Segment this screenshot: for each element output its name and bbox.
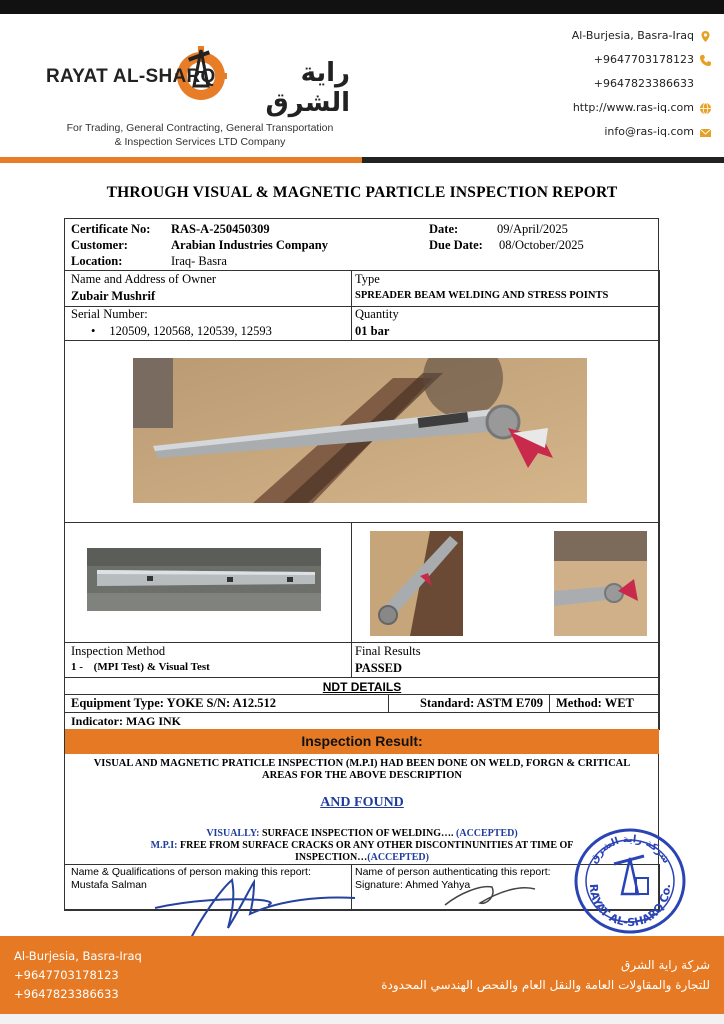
standard-value: Standard: ASTM E709 (420, 696, 543, 710)
type-label: Type (355, 272, 380, 286)
indicator-value: Indicator: MAG INK (71, 714, 181, 728)
quantity-label: Quantity (355, 307, 399, 321)
method-value-line (71, 661, 210, 673)
owner-label: Name and Address of Owner (71, 272, 217, 286)
type-value: SPREADER BEAM WELDING AND STRESS POINTS (355, 290, 609, 301)
due-date-label: Due Date: (429, 238, 483, 252)
globe-icon (699, 102, 712, 115)
final-result-value: PASSED (355, 661, 403, 675)
contact-phone-2: +9647823386633 (593, 77, 694, 90)
and-found: AND FOUND (320, 795, 404, 810)
visually-accepted: (ACCEPTED) (456, 828, 518, 839)
photo-cell-right (351, 522, 660, 643)
method-wet-value: Method: WET (556, 696, 634, 710)
date-label: Date: (429, 222, 459, 236)
due-date-value: 08/October/2025 (499, 238, 584, 252)
location-value: Iraq- Basra (171, 254, 227, 268)
photo-cell-left (64, 522, 352, 643)
certificate-number: RAS-A-250450309 (171, 222, 270, 236)
stamp-text-ar: شركة راية الشرق (588, 833, 672, 866)
customer-label: Customer: (71, 238, 128, 252)
auth-label: Name of person authenticating this report: (355, 866, 551, 878)
contact-phone-1: +9647703178123 (593, 53, 694, 66)
indicator-cell (64, 712, 660, 730)
equipment-value: Equipment Type: YOKE S/N: A12.512 (71, 696, 277, 710)
auth-name: Signature: Ahmed Yahya (355, 879, 471, 891)
equipment-cell (64, 694, 389, 713)
header-divider-dark (362, 157, 724, 163)
visually-text: SURFACE INSPECTION OF WELDING…. (262, 828, 454, 839)
header-divider-orange (0, 157, 362, 163)
serial-cell (64, 306, 352, 341)
method-cell (64, 642, 352, 678)
company-logo (40, 36, 350, 146)
phone-icon (699, 54, 712, 67)
bullet-icon: • (91, 324, 96, 338)
standard-cell (388, 694, 550, 713)
ndt-title-cell (64, 677, 660, 695)
beam-end-photo-2 (554, 531, 647, 636)
contact-address: Al-Burjesia, Basra-Iraq (571, 29, 694, 42)
serial-values: 120509, 120568, 120539, 12593 (109, 324, 272, 338)
footer-ar-company: شركة راية الشرق (621, 958, 710, 972)
method-number: 1 - (71, 661, 83, 673)
footer-address: Al-Burjesia, Basra-Iraq (14, 949, 142, 963)
result-line-1: VISUAL AND MAGNETIC PRATICLE INSPECTION (M.P.I) HAD BEEN DONE ON WELD, FORGN & CRITICAL (93, 758, 631, 769)
customer-value: Arabian Industries Company (171, 238, 328, 252)
mpi-line-1 (70, 840, 654, 852)
type-cell (351, 270, 660, 307)
location-pin-icon (699, 30, 712, 43)
top-black-bar (0, 0, 724, 14)
inspector-name: Mustafa Salman (71, 879, 147, 891)
contact-website[interactable]: http://www.ras-iq.com (572, 101, 694, 114)
ndt-title: NDT DETAILS (322, 680, 402, 694)
authenticator-signature (440, 875, 540, 915)
letterhead (0, 14, 724, 160)
serial-label: Serial Number: (71, 307, 148, 321)
method-wet-cell (549, 694, 660, 713)
inspector-label: Name & Qualifications of person making this report: (71, 866, 311, 878)
company-name-en: RAYAT AL-SHARQ (46, 66, 216, 87)
certificate-block (65, 219, 658, 271)
owner-cell (64, 270, 352, 307)
beam-end-photo-1 (370, 531, 463, 636)
main-photo-cell (64, 340, 660, 523)
mpi-label: M.P.I: (150, 840, 178, 851)
date-value: 09/April/2025 (497, 222, 568, 236)
final-result-cell (351, 642, 660, 678)
footer-phone-1: +9647703178123 (14, 968, 119, 982)
certificate-label: Certificate No: (71, 222, 151, 236)
stamp-text-en: RAYAT AL-SHARQ Co. (586, 883, 674, 930)
visually-line (70, 828, 654, 840)
mpi-text-2: INSPECTION… (295, 852, 368, 863)
report-title: THROUGH VISUAL & MAGNETIC PARTICLE INSPECTION REPORT (106, 184, 618, 201)
owner-value: Zubair Mushrif (71, 289, 156, 303)
footer-ar-description: للتجارة والمقاولات العامة والنقل العام والفحص الهندسي المحدودة (381, 978, 710, 992)
contact-block (512, 24, 712, 144)
contact-email[interactable]: info@ras-iq.com (604, 125, 694, 138)
final-result-label: Final Results (355, 644, 421, 658)
spreader-beam-photo (133, 358, 587, 503)
quantity-value: 01 bar (355, 324, 390, 338)
result-line-2: AREAS FOR THE ABOVE DESCRIPTION (262, 770, 462, 781)
inspector-signature (150, 870, 360, 940)
company-stamp (574, 828, 686, 934)
mpi-text-1: FREE FROM SURFACE CRACKS OR ANY OTHER DISCONTINUNITIES AT TIME OF (179, 840, 574, 851)
tagline-1: For Trading, General Contracting, General Transportation (66, 122, 334, 134)
quantity-cell (351, 306, 660, 341)
serial-list (91, 324, 272, 339)
footer (0, 936, 724, 1024)
inspection-result-title: Inspection Result: (65, 729, 659, 754)
mpi-line-2 (70, 852, 654, 864)
footer-bottom-strip (0, 1014, 724, 1024)
beam-ground-photo (87, 548, 321, 611)
location-label: Location: (71, 254, 123, 268)
email-icon (699, 126, 712, 139)
mpi-accepted: (ACCEPTED) (367, 852, 429, 863)
company-name-ar: راية الشرق (265, 58, 350, 118)
footer-phone-2: +9647823386633 (14, 987, 119, 1001)
method-value: (MPI Test) & Visual Test (93, 661, 210, 673)
visually-label: VISUALLY: (206, 828, 260, 839)
tagline-2: & Inspection Services LTD Company (114, 136, 286, 148)
method-label: Inspection Method (71, 644, 166, 658)
